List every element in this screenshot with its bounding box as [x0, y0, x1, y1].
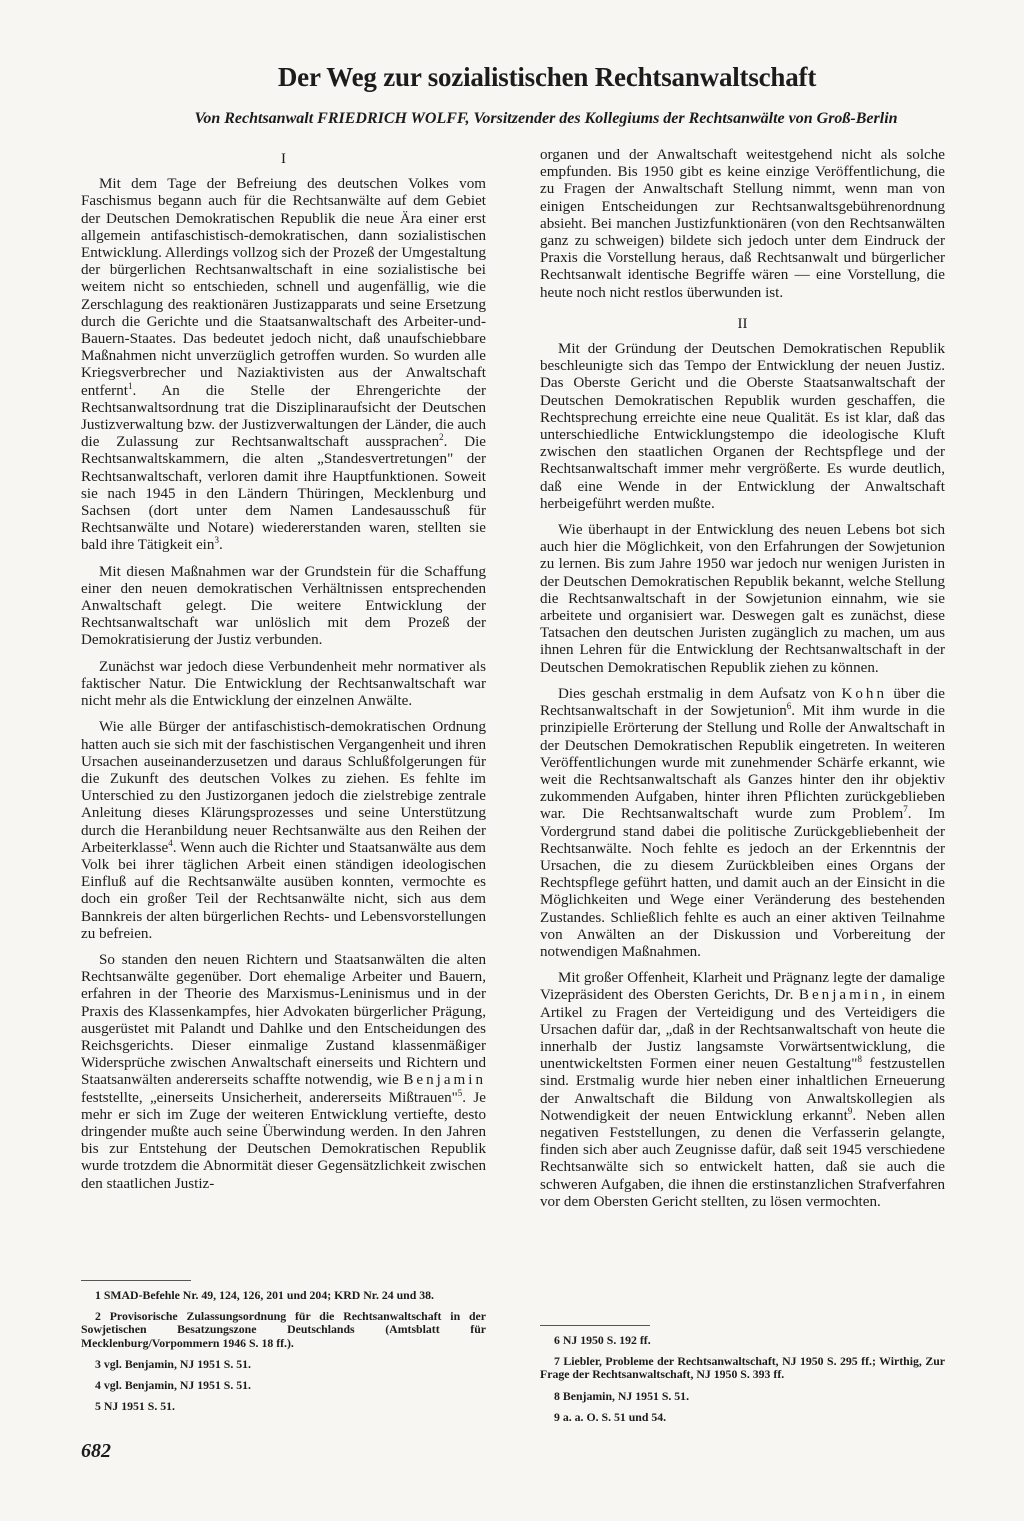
- footnote: 5 NJ 1951 S. 51.: [95, 1399, 175, 1414]
- text-run: , in einem Artikel zu Fragen der Verteidigung und des Verteidigers die Ursachen dafür dar, „daß in der Rechtsanwaltschaft von heute die innerhalb der Justiz langsamste Vorwärtsentwicklung, die unentwickeltsten Formen einer neuen Gestaltung": [540, 987, 945, 1073]
- paragraph: [540, 970, 945, 1211]
- text-run: . An die Stelle der Ehrengerichte der Rechtsanwaltsordnung trat die Disziplinaraufsicht der Deutschen Justizverwaltung bzw. der Justizverwaltungen der Länder, die auch die Zulassung zur Rechtsanwaltschaft aussprachen: [81, 382, 486, 451]
- left-column: [81, 147, 486, 1202]
- footnote: 7 Liebler, Probleme der Rechtsanwaltschaft, NJ 1950 S. 295 ff.; Wirthig, Zur Frage der Rechtsanwaltschaft, NJ 1950 S. 393 ff.: [540, 1354, 945, 1382]
- page-number: 682: [81, 1440, 111, 1462]
- paragraph: Mit der Gründung der Deutschen Demokratischen Republik beschleunigte sich das Tempo der Entwicklung der neuen Justiz. Das Oberste Gericht und die Oberste Staatsanwaltschaft der Deutschen Demokratischen Republik wurden geschaffen, die Rechtsprechung erreichte eine neue Qualität. Es ist klar, daß das unterschiedliche Entwicklungstempo die ideologische Kluft zwischen den staatlichen Organen der Rechtspflege und der Rechtsanwaltschaft immer mehr vergrößerte. Es wurde deutlich, daß eine Wende in der Entwicklung der Anwaltschaft herbeigeführt werden mußte.: [540, 341, 945, 512]
- footnote-ref: 4: [168, 837, 173, 848]
- footnote: 1 SMAD-Befehle Nr. 49, 124, 126, 201 und 204; KRD Nr. 24 und 38.: [95, 1288, 434, 1302]
- footnote: 6 NJ 1950 S. 192 ff.: [554, 1333, 651, 1347]
- paragraph: Mit diesen Maßnahmen war der Grundstein für die Schaffung einer den neuen demokratischen Verhältnissen entsprechenden Anwaltschaft gelegt. Die weitere Entwicklung der Rechtsanwaltschaft war unlöslich mit dem Prozeß der Demokratisierung der Justiz verbunden.: [81, 563, 486, 649]
- text-run: über die Rechtsanwaltschaft in der Sowjetunion: [540, 685, 945, 720]
- section-heading-ii: II: [737, 315, 748, 332]
- text-run: feststellte, „einerseits Unsicherheit, andererseits Mißtrauen": [81, 1089, 458, 1106]
- footnote-divider: [81, 1280, 191, 1281]
- text-run: . Die Rechtsanwaltskammern, die alten „Standesvertretungen" der Rechtsanwaltschaft, verloren damit ihre Hauptfunktionen. Soweit sie nach 1945 in den Ländern Thüringen, Mecklenburg und Sachsen (dort unter dem Namen Landesausschuß für Rechtsanwälte und Notare) wiedererstanden waren, stellten sie bald ihre Tätigkeit ein: [81, 434, 487, 554]
- footnote-ref: 8: [857, 1054, 862, 1065]
- text-run: .: [218, 537, 223, 554]
- footnote-ref: 6: [786, 701, 792, 712]
- paragraph: [81, 176, 486, 554]
- footnote-ref: 2: [439, 432, 444, 443]
- person-name: Benjamin: [403, 1072, 486, 1089]
- paragraph: [81, 952, 486, 1193]
- paragraph-continued: organen und der Anwaltschaft weitestgehend nicht als solche empfunden. Bis 1950 gibt es keine einzige Veröffentlichung, die zu Fragen der Anwaltschaft Stellung nimmt, wenn man von einigen Entscheidungen zur Rechtsanwaltsgebührenordnung absieht. Bei manchen Justizfunktionären (von den Rechtsanwälten ganz zu schweigen) bildete sich jedoch unter dem Eindruck der Praxis die Vorstellung heraus, daß Rechtsanwalt und bürgerlicher Rechtsanwalt identische Begriffe wären — eine Vorstellung, die heute noch nicht restlos überwunden ist.: [540, 147, 945, 301]
- text-run: Dies geschah erstmalig in dem Aufsatz von: [558, 685, 842, 702]
- text-run: . Neben allen negativen Feststellungen, zu denen die Verfasserin gelangte, finden sich aber auch Zeugnisse dafür, daß seit 1945 verschiedene Rechtsanwälte sich so entwickelt hatten, daß sie auch die schweren Aufgaben, die ihnen die erstinstanzlichen Strafverfahren vor dem Obersten Gericht stellten, zu lösen vermochten.: [540, 1107, 946, 1210]
- section-heading-i: I: [281, 151, 286, 167]
- article-title: Der Weg zur sozialistischen Rechtsanwaltschaft: [277, 62, 817, 92]
- text-run: . Je mehr er sich im Zuge der weiteren Entwicklung vertiefte, desto dringender mußte auch seine Überwindung werden. In den Jahren bis zur Entstehung der Deutschen Demokratischen Republik wurde trotzdem die Abnormität dieser Gegensätzlichkeit zwischen den staatlichen Justiz-: [81, 1089, 486, 1192]
- text-run: Mit dem Tage der Befreiung des deutschen Volkes vom Faschismus begann auch für die Rechtsanwälte auf dem Gebiet der Deutschen Demokratischen Republik die neue Ära einer erst allgemein antifaschistisch-demokratischen, dann sozialistischen Entwicklung. Allerdings vollzog sich der Prozeß der Umgestaltung der bürgerlichen Rechtsanwaltschaft in eine sozialistische bei weitem nicht so entschieden, schnell und augenfällig, wie die Zerschlagung des reaktionären Justizapparats und seine Ersetzung durch die Gerichte und die Staatsanwaltschaft des Arbeiter-und-Bauern-Staates. Das bedeutet jedoch nicht, daß unaufschiebbare Maßnahmen nicht unverzüglich getroffen wurden. So wurden alle Kriegsverbrecher und Naziaktivisten aus der Anwaltschaft entfernt: [81, 176, 486, 399]
- footnote-ref: 3: [214, 535, 219, 546]
- text-run: . Wenn auch die Richter und Staatsanwälte aus dem Volk bei ihrer täglichen Arbeit einen ständigen ideologischen Einfluß auf die Rechtsanwälte ausüben konnten, vermochte es doch ein großer Teil der Rechtsanwälte nicht, sich aus dem Bannkreis der alten bürgerlichen Rechts- und Lebensvorstellungen zu befreien.: [81, 839, 486, 942]
- footnote-ref: 7: [903, 804, 908, 815]
- footnote-ref: 9: [847, 1105, 853, 1116]
- text-run: Wie alle Bürger der antifaschistisch-demokratischen Ordnung hatten auch sie sich mit der faschistischen Vergangenheit und ihren Ursachen auseinanderzusetzen und daraus Schlußfolgerungen für die Zukunft des deutschen Volkes zu ziehen. Es fehlte im Unterschied zu den Justizorganen jedoch die zielstrebige zentrale Anleitung dieses Klärungsprozesses und seine Unterstützung durch die Heranbildung neuer Rechtsanwälte aus den Reihen der Arbeiterklasse: [81, 719, 486, 856]
- article-byline: Von Rechtsanwalt FRIEDRICH WOLFF, Vorsitzender des Kollegiums der Rechtsanwälte von Groß-Berlin: [194, 110, 898, 127]
- footnote-ref: 1: [127, 380, 133, 391]
- text-run: . Mit ihm wurde in die prinzipielle Erörterung der Stellung und Rolle der Anwaltschaft in der Deutschen Demokratischen Republik eingetreten. In weiteren Veröffentlichungen wurde mit zunehmender Schärfe erkannt, wie weit die Rechtsanwaltschaft als Ganzes hinter den ihr objektiv zukommenden Aufgaben, hinter ihren Pflichten zurückgeblieben war. Die Rechtsanwaltschaft wurde zum Problem: [540, 703, 945, 823]
- paragraph: [81, 719, 486, 943]
- footnote: 9 a. a. O. S. 51 und 54.: [554, 1409, 667, 1424]
- text-run: . Im Vordergrund stand dabei die politische Zurückgebliebenheit der Rechtsanwälte. Noch fehlte es jedoch an der Erkenntnis der Ursachen, die zu diesem Zurückbleiben eines Organs der Rechtspflege geführt hatten, und damit auch an der Einsicht in die Möglichkeiten und Wege einer Veränderung des bestehenden Zustandes. Schließlich fehlte es auch an einer aktiven Teilnahme von Anwälten an der Diskussion und Vorbereitung der notwendigen Maßnahmen.: [540, 806, 945, 960]
- footnote: 8 Benjamin, NJ 1951 S. 51.: [554, 1388, 690, 1403]
- text-run: festzustellen sind. Erstmalig wurde hier neben einer inhaltlichen Erneuerung der Anwaltschaft die Bildung von Anwaltskollegien als Notwendigkeit der neuen Entwicklung erkannt: [540, 1056, 945, 1124]
- person-name: Kohn: [841, 685, 888, 702]
- paragraph: [540, 686, 945, 961]
- footnote: 3 vgl. Benjamin, NJ 1951 S. 51.: [95, 1356, 251, 1371]
- text-run: Mit großer Offenheit, Klarheit und Prägnanz legte der damalige Vizepräsident des Obersten Gerichts, Dr.: [540, 970, 945, 1004]
- footnote: 2 Provisorische Zulassungsordnung für die Rechtsanwaltschaft in der Sowjetischen Besatzungszone Deutschlands (Amtsblatt für Mecklenburg/Vorpommern 1946 S. 18 ff.).: [81, 1309, 486, 1350]
- right-column: [540, 147, 945, 1220]
- footnotes-left: [81, 1280, 486, 1421]
- footnote-divider: [540, 1325, 650, 1326]
- footnotes-right: [540, 1325, 945, 1432]
- text-run: So standen den neuen Richtern und Staatsanwälten die alten Rechtsanwälte gegenüber. Dort ehemalige Arbeiter und Bauern, erfahren in der Theorie des Marxismus-Leninismus und in der Praxis des Klassenkampfes, hier Advokaten bürgerlicher Prägung, ausgerüstet mit Palandt und Dahlke und den Entscheidungen des Reichsgerichts. Dieser einmalige Zustand klassenmäßiger Widersprüche zwischen Anwaltschaft einerseits und Richtern und Staatsanwälten andererseits schaffte notwendig, wie: [81, 951, 486, 1089]
- paragraph: Zunächst war jedoch diese Verbundenheit mehr normativer als faktischer Natur. Die Entwicklung der Rechtsanwaltschaft war nicht mehr als die Entwicklung der einzelnen Anwälte.: [81, 658, 486, 710]
- paragraph: Wie überhaupt in der Entwicklung des neuen Lebens bot sich auch hier die Möglichkeit, von den Erfahrungen der Sowjetunion zu lernen. Bis zum Jahre 1950 war jedoch nur wenigen Juristen in der Deutschen Demokratischen Republik bekannt, welche Stellung die Rechtsanwaltschaft in der Sowjetunion einnahm, wie sie arbeitete und organisiert war. Deswegen galt es zunächst, diese Tatsachen den deutschen Juristen zugänglich zu machen, um aus ihnen Lehren für die Entwicklung der Rechtsanwaltschaft in der Deutschen Demokratischen Republik ziehen zu können.: [540, 522, 945, 676]
- footnote: 4 vgl. Benjamin, NJ 1951 S. 51.: [95, 1378, 251, 1393]
- person-name: Benjamin: [798, 987, 882, 1004]
- footnote-ref: 5: [457, 1087, 463, 1098]
